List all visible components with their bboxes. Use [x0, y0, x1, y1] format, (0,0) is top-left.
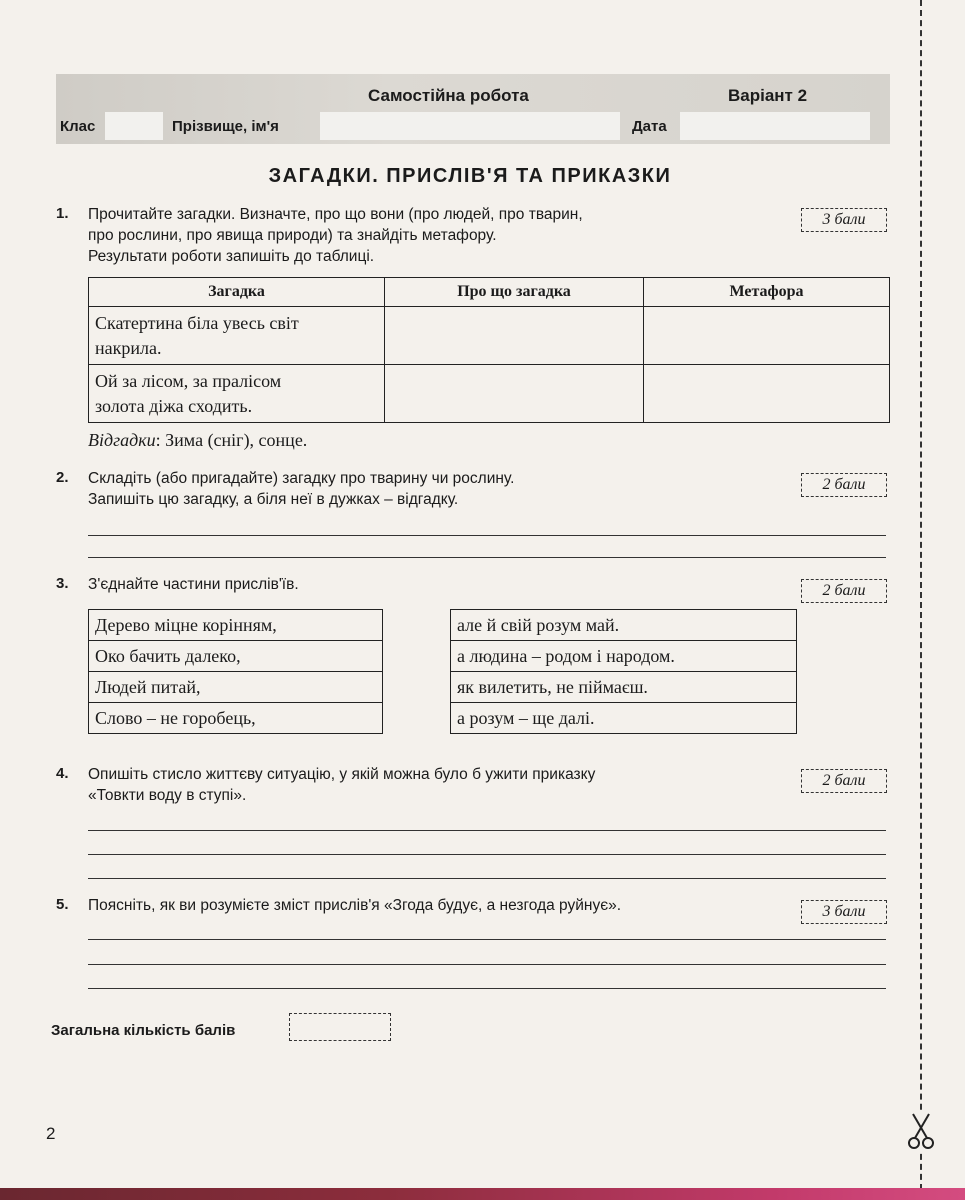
answer-line[interactable] — [88, 854, 886, 855]
proverb-ending[interactable]: як вилетить, не піймаєш. — [451, 672, 797, 703]
total-score-label: Загальна кількість балів — [51, 1022, 236, 1039]
answer-line[interactable] — [88, 939, 886, 940]
proverb-ending[interactable]: але й свій розум май. — [451, 610, 797, 641]
proverb-endings — [450, 609, 797, 734]
metaphor-cell[interactable] — [644, 365, 890, 423]
answer-line[interactable] — [88, 988, 886, 989]
class-label: Клас — [60, 118, 96, 135]
task-1-number: 1. — [56, 205, 69, 222]
answer-line[interactable] — [88, 535, 886, 536]
date-label: Дата — [632, 118, 667, 135]
task-1-score: 3 бали — [801, 208, 887, 232]
task-2-number: 2. — [56, 469, 69, 486]
about-cell[interactable] — [385, 365, 644, 423]
table-row — [89, 307, 890, 365]
task-3-score: 2 бали — [801, 579, 887, 603]
proverb-beginning[interactable]: Дерево міцне корінням, — [89, 610, 383, 641]
task-4-text: Опишіть стисло життєву ситуацію, у якій можна було б ужити приказку «Товкти воду в ступі». — [88, 766, 596, 804]
total-score-box[interactable] — [289, 1013, 391, 1041]
proverb-beginning[interactable]: Людей питай, — [89, 672, 383, 703]
task-3-text: З'єднайте частини прислів'їв. — [88, 576, 299, 593]
proverb-beginning[interactable]: Слово – не горобець, — [89, 703, 383, 734]
task-2-text: Складіть (або пригадайте) загадку про тварину чи рослину. Запишіть цю загадку, а біля неї в дужках – відгадку. — [88, 470, 515, 508]
task-5-text: Поясніть, як ви розумієте зміст прислів'я «Згода будує, а незгода руйнує». — [88, 897, 622, 914]
about-cell[interactable] — [385, 307, 644, 365]
bottom-edge — [0, 1188, 965, 1200]
answer-line[interactable] — [88, 964, 886, 965]
class-field[interactable] — [105, 112, 163, 140]
cut-line — [920, 0, 922, 1200]
date-field[interactable] — [680, 112, 870, 140]
riddle-answers: Відгадки: Зима (сніг), сонце. — [88, 430, 308, 450]
column-header-about: Про що загадка — [385, 278, 644, 307]
table-row — [89, 365, 890, 423]
proverb-ending[interactable]: а розум – ще далі. — [451, 703, 797, 734]
scissors-icon — [907, 1112, 935, 1152]
metaphor-cell[interactable] — [644, 307, 890, 365]
proverb-beginning[interactable]: Око бачить далеко, — [89, 641, 383, 672]
variant-label: Варіант 2 — [728, 86, 808, 105]
page-number: 2 — [46, 1124, 56, 1143]
task-5-score: 3 бали — [801, 900, 887, 924]
proverb-ending[interactable]: а людина – родом і народом. — [451, 641, 797, 672]
answer-line[interactable] — [88, 830, 886, 831]
proverb-beginnings — [88, 609, 383, 734]
riddle-table — [88, 277, 890, 423]
column-header-riddle: Загадка — [89, 278, 385, 307]
name-field[interactable] — [320, 112, 620, 140]
name-label: Прізвище, ім'я — [172, 118, 279, 135]
task-2-score: 2 бали — [801, 473, 887, 497]
task-4-number: 4. — [56, 765, 69, 782]
answer-line[interactable] — [88, 878, 886, 879]
task-1-text: Прочитайте загадки. Визначте, про що вони (про людей, про тварин, про рослини, про явища природи) та знайдіть метафору. Результати роботи запишіть до таблиці. — [88, 206, 583, 265]
task-3-number: 3. — [56, 575, 69, 592]
riddle-cell: Скатертина біла увесь світ накрила. — [89, 307, 385, 365]
answer-line[interactable] — [88, 557, 886, 558]
task-4-score: 2 бали — [801, 769, 887, 793]
column-header-metaphor: Метафора — [644, 278, 890, 307]
page-title: ЗАГАДКИ. ПРИСЛІВ'Я ТА ПРИКАЗКИ — [268, 165, 672, 187]
riddle-cell: Ой за лісом, за пралісом золота діжа сходить. — [89, 365, 385, 423]
worksheet-title: Самостійна робота — [368, 86, 529, 105]
task-5-number: 5. — [56, 896, 69, 913]
